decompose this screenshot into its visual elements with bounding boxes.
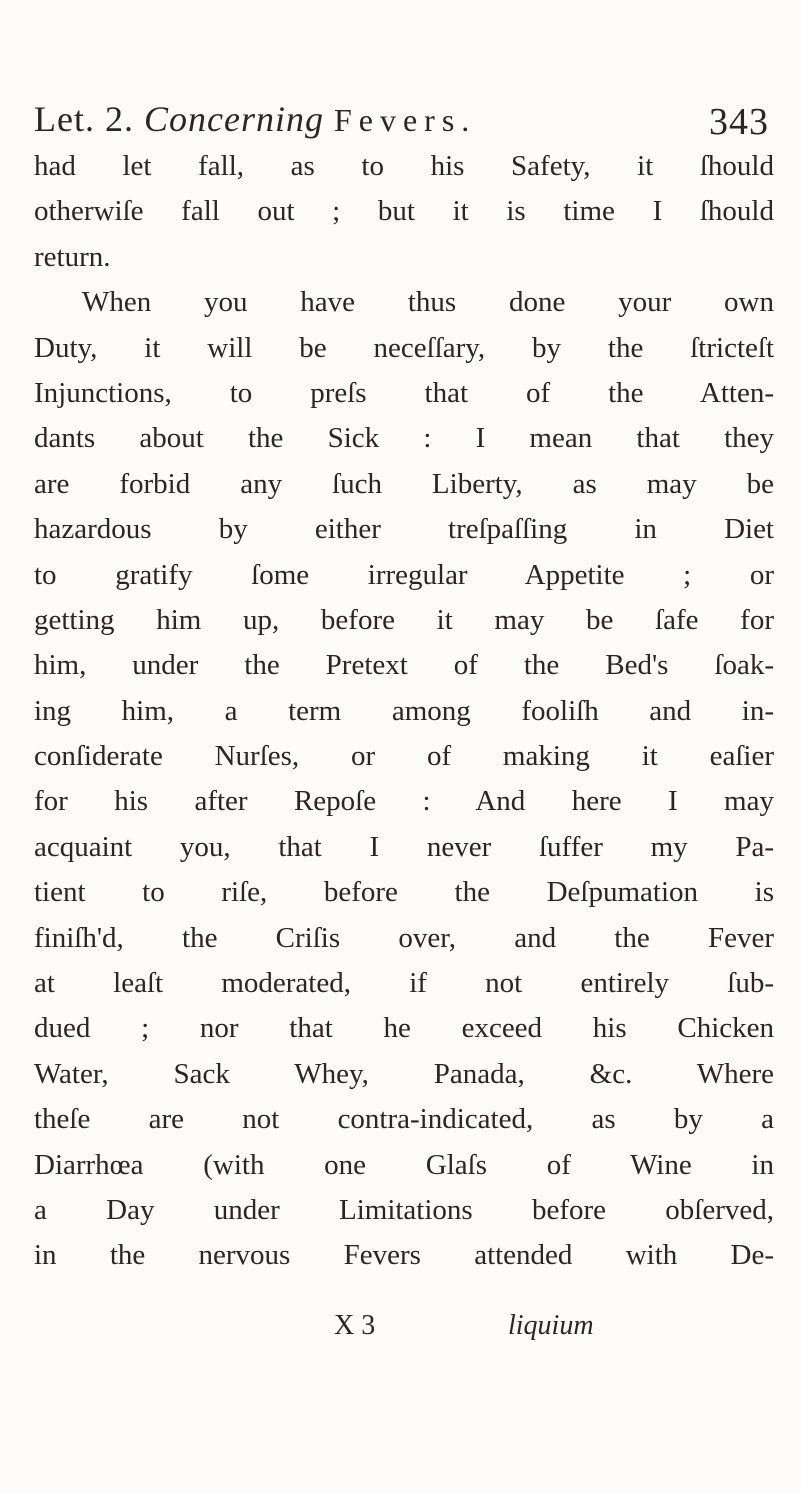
text-line: at leaſt moderated, if not entirely ſub-: [34, 967, 774, 1000]
text-line: otherwiſe fall out ; but it is time I ſhould: [34, 195, 774, 228]
text-line: conſiderate Nurſes, or of making it eaſier: [34, 740, 774, 773]
text-line: finiſh'd, the Criſis over, and the Fever: [34, 921, 774, 954]
text-line: Water, Sack Whey, Panada, &c. Where: [34, 1057, 774, 1090]
text-line: a Day under Limitations before obſerved,: [34, 1193, 774, 1226]
running-title-topic: Fevers.: [333, 102, 477, 138]
text-line: Duty, it will be neceſſary, by the ſtricteſt: [34, 331, 774, 364]
text-line: Injunctions, to preſs that of the Atten-: [34, 376, 774, 409]
text-line: theſe are not contra-indicated, as by a: [34, 1103, 774, 1136]
text-line: hazardous by either treſpaſſing in Diet: [34, 513, 774, 546]
text-line: Diarrhœa (with one Glaſs of Wine in: [34, 1148, 774, 1181]
body-text: [34, 144, 774, 1279]
running-title: [34, 98, 476, 140]
text-line: getting him up, before it may be ſafe for: [34, 603, 774, 636]
text-line: in the nervous Fevers attended with De-: [34, 1239, 774, 1272]
text-line: to gratify ſome irregular Appetite ; or: [34, 558, 774, 591]
text-line: ing him, a term among fooliſh and in-: [34, 694, 774, 727]
text-line: dued ; nor that he exceed his Chicken: [34, 1012, 774, 1045]
running-head: [34, 98, 769, 148]
text-line: had let fall, as to his Safety, it ſhould: [34, 150, 774, 182]
page-footer: [34, 1310, 774, 1350]
text-line: acquaint you, that I never ſuffer my Pa-: [34, 830, 774, 863]
text-line: When you have thus done your own: [82, 286, 774, 319]
text-line: dants about the Sick : I mean that they: [34, 422, 774, 455]
text-line: are forbid any ſuch Liberty, as may be: [34, 467, 774, 500]
text-line: him, under the Pretext of the Bed's ſoak-: [34, 649, 774, 682]
page-number: 343: [709, 101, 769, 143]
running-title-concerning: Concerning: [143, 99, 324, 139]
signature-mark: X 3: [334, 1310, 376, 1341]
text-line: tient to riſe, before the Deſpumation is: [34, 876, 774, 909]
lecture-label: Let. 2.: [34, 99, 134, 139]
text-line: return.: [34, 240, 111, 273]
catchword: liquium: [508, 1310, 594, 1341]
text-line: for his after Repoſe : And here I may: [34, 785, 774, 818]
